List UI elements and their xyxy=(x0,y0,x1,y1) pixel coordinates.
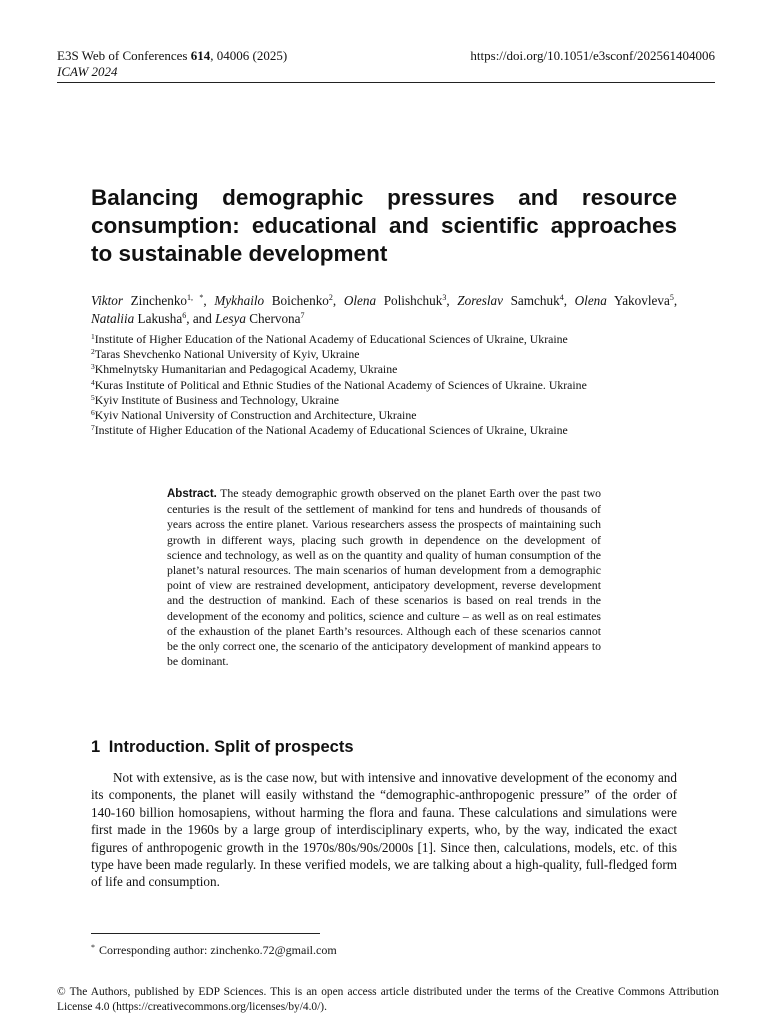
conference-name: ICAW 2024 xyxy=(57,64,118,79)
author-affiliation-mark: 6 xyxy=(182,310,187,320)
author: Viktor Zinchenko$^{1, *}$ xyxy=(91,293,204,308)
author-affiliation-mark: 3 xyxy=(442,293,447,302)
affiliation: $^2$Taras Shevchenko National University of Kyiv, Ukraine xyxy=(91,347,360,362)
author: Mykhailo Boichenko$^2$ xyxy=(214,293,333,308)
affiliation-list xyxy=(91,332,677,438)
journal-name: E3S Web of Conferences xyxy=(57,48,191,63)
article-number: , 04006 (2025) xyxy=(210,48,288,63)
abstract-label: Abstract. xyxy=(167,488,217,500)
header-divider xyxy=(57,82,715,83)
author-list: Viktor Zinchenko$^{1, *}$, Mykhailo Boichenko$^2$, Olena Polishchuk$^3$, Zoreslav Samchuk$^4$, Olena Yakovleva$^5$, Nataliia Lakusha$^6$, and Lesya Chervona$^7$ xyxy=(91,293,678,326)
section-heading xyxy=(91,737,354,757)
author-affiliation-mark: 7 xyxy=(300,310,305,320)
affiliation: $^5$Kyiv Institute of Business and Technology, Ukraine xyxy=(91,392,339,407)
section-number: 1 xyxy=(91,738,101,756)
journal-volume: 614 xyxy=(190,48,211,63)
author: Zoreslav Samchuk$^4$ xyxy=(457,293,564,308)
author: Olena Polishchuk$^3$ xyxy=(343,293,447,308)
abstract-text: The steady demographic growth observed on the planet Earth over the past two centuries is the result of the settlement of mankind for tens and hundreds of thousands of years across the entire planet. Various researchers assess the prospects of maintaining such growth in different ways, placing such growth in dependence on the development of science and technology, as well as on the quantity and quality of human consumption of the planet’s natural resources. The main scenarios of human development from a demographic point of view are restrained development, anticipatory development, reverse development and the destruction of mankind. Each of these scenarios is based on real trends in the development of the economy and politics, science and culture – as well as on real estimates of the exhaustion of the planet Earth’s resources. Although each of these scenarios cannot be the only correct one, the scenario of the anticipatory development of mankind appears to be dominant. xyxy=(167,486,601,669)
affiliation: $^1$Institute of Higher Education of the National Academy of Educational Sciences of Ukraine, Ukraine xyxy=(91,332,568,346)
footnote-divider xyxy=(91,933,320,934)
author-affiliation-mark: 1, * xyxy=(187,293,204,302)
affiliation: $^3$Khmelnytsky Humanitarian and Pedagogical Academy, Ukraine xyxy=(91,362,398,377)
section-title: Introduction. Split of prospects xyxy=(108,738,354,756)
affiliation: $^7$Institute of Higher Education of the National Academy of Educational Sciences of Ukraine, Ukraine xyxy=(91,423,568,438)
paper-title: Balancing demographic pressures and resource consumption: educational and scientific approaches to sustainable development xyxy=(91,185,677,266)
running-header-left xyxy=(57,48,287,80)
footnote-mark: * xyxy=(91,943,95,952)
affiliation: $^6$Kyiv National University of Construction and Architecture, Ukraine xyxy=(91,408,417,423)
author-affiliation-mark: 4 xyxy=(559,293,564,302)
abstract xyxy=(167,486,601,669)
footnote-text: Corresponding author: zinchenko.72@gmail.com xyxy=(99,943,337,957)
footnote xyxy=(91,942,337,958)
author-affiliation-mark: 2 xyxy=(328,293,333,302)
author-affiliation-mark: 5 xyxy=(669,293,674,302)
author: Nataliia Lakusha$^6$ xyxy=(91,310,187,326)
author: Olena Yakovleva$^5$ xyxy=(574,293,674,308)
journal-citation xyxy=(57,48,287,64)
doi-link[interactable]: https://doi.org/10.1051/e3sconf/202561404006 xyxy=(470,48,715,63)
affiliation: $^4$Kuras Institute of Political and Ethnic Studies of the National Academy of Sciences of Ukraine. Ukraine xyxy=(91,377,587,392)
license-notice: © The Authors, published by EDP Sciences. This is an open access article distributed under the terms of the Creative Commons Attribution License 4.0 (https://creativecommons.org/licenses/by/4.0/). xyxy=(57,986,719,1013)
body-paragraph: Not with extensive, as is the case now, but with intensive and innovative development of the economy and its components, the planet will easily withstand the “demographic-anthropogenic pressure” of the order of 140-160 billion homosapiens, without harming the flora and fauna. These calculations and simulations were first made in the 1960s by a large group of interdisciplinary experts, who, by the way, indicated the exact figures of anthropogenic growth in the 1970s/80s/90s/2000s [1]. Since then, calculations, models, etc. of this type have been made regularly. In these verified models, we are talking about a high-quality, full-fledged form of life and consumption. xyxy=(91,770,677,890)
author: Lesya Chervona$^7$ xyxy=(215,310,305,326)
